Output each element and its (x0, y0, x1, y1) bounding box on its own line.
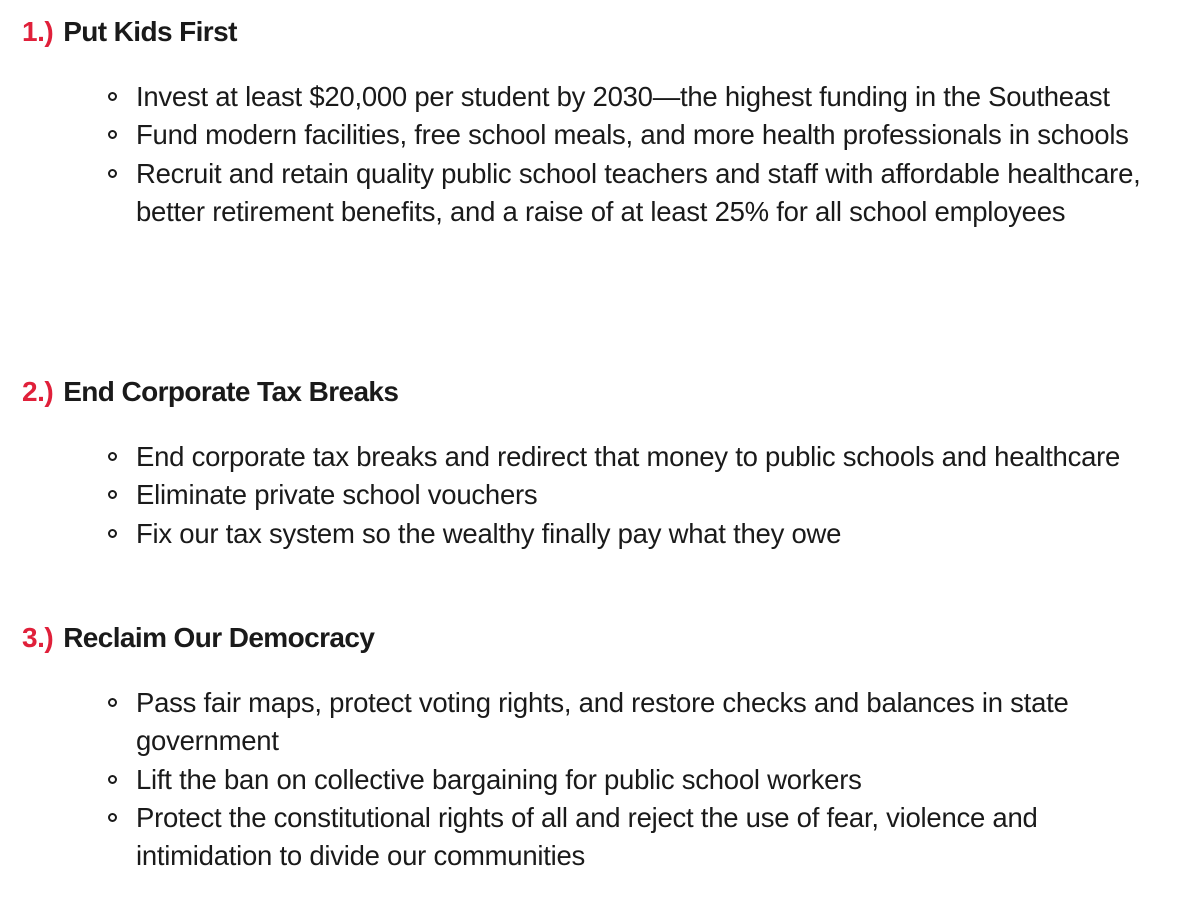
list-item-text: Fix our tax system so the wealthy finally pay what they owe (136, 517, 842, 549)
list-item (0, 515, 1200, 553)
list-item (0, 155, 1200, 232)
section-heading (22, 372, 398, 412)
section-title: Reclaim Our Democracy (63, 622, 375, 653)
hollow-bullet-icon (108, 775, 117, 784)
list-item-text: Eliminate private school vouchers (136, 479, 538, 511)
section-heading (22, 12, 237, 52)
list-item (0, 761, 1200, 799)
section-number: 2.) (22, 376, 54, 407)
section-heading (22, 618, 374, 658)
list-item (0, 78, 1200, 116)
list-item-text: Lift the ban on collective bargaining for public school workers (136, 763, 862, 795)
hollow-bullet-icon (108, 92, 117, 101)
hollow-bullet-icon (108, 529, 117, 538)
bullet-list (0, 78, 1200, 231)
hollow-bullet-icon (108, 813, 117, 822)
hollow-bullet-icon (108, 490, 117, 499)
list-item-text: Protect the constitutional rights of all and reject the use of fear, violence and intimidation to divide our communities (136, 801, 1038, 872)
list-item-text: Fund modern facilities, free school meals, and more health professionals in schools (136, 119, 1129, 151)
bullet-list (0, 438, 1200, 553)
hollow-bullet-icon (108, 452, 117, 461)
list-item (0, 438, 1200, 476)
list-item (0, 476, 1200, 514)
section-number: 3.) (22, 622, 54, 653)
hollow-bullet-icon (108, 698, 117, 707)
list-item (0, 799, 1200, 876)
section-number: 1.) (22, 16, 54, 47)
list-item-text: Invest at least $20,000 per student by 2030—the highest funding in the Southeast (136, 81, 1110, 112)
list-item (0, 116, 1200, 154)
list-item-text: Recruit and retain quality public school teachers and staff with affordable healthcare, better retirement benefits, and a raise of at least 25% for all school employees (136, 157, 1141, 227)
hollow-bullet-icon (108, 130, 117, 139)
section-title: End Corporate Tax Breaks (63, 376, 399, 407)
hollow-bullet-icon (108, 169, 117, 178)
bullet-list (0, 684, 1200, 875)
list-item (0, 684, 1200, 761)
list-item-text: Pass fair maps, protect voting rights, and restore checks and balances in state government (136, 687, 1069, 757)
list-item-text: End corporate tax breaks and redirect that money to public schools and healthcare (136, 441, 1121, 472)
section-title: Put Kids First (63, 16, 237, 47)
